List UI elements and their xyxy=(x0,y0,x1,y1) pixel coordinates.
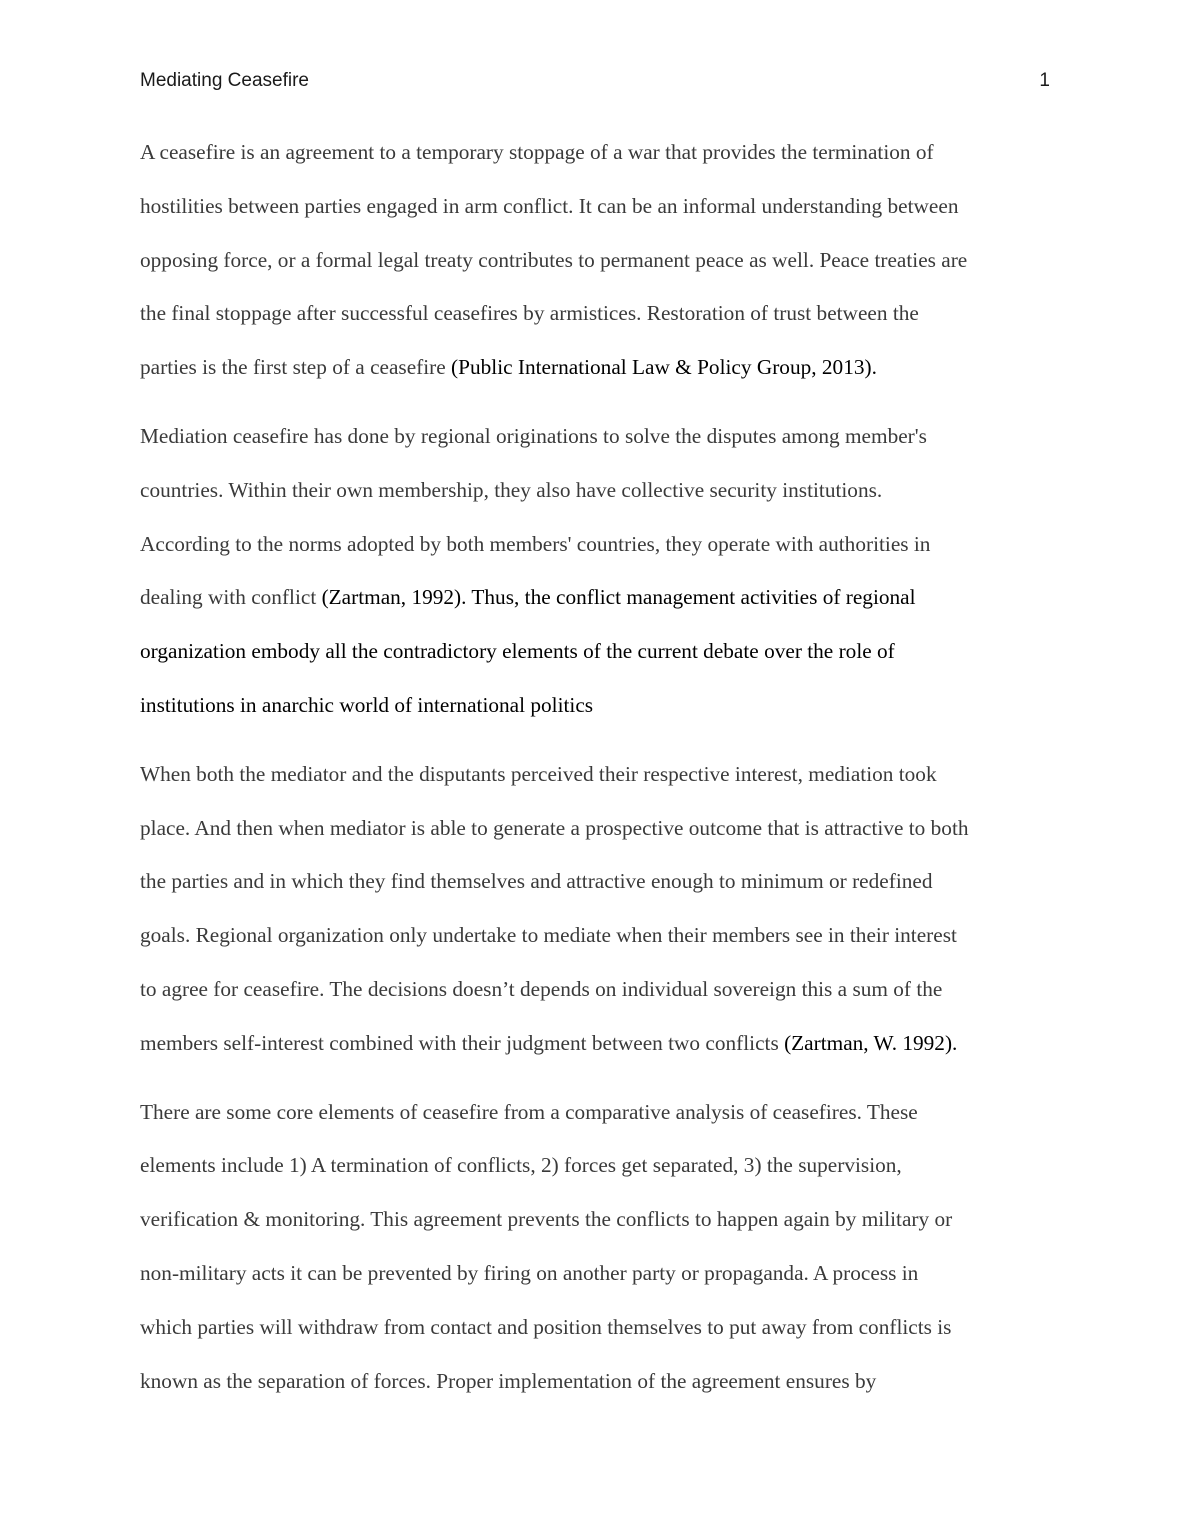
page-number: 1 xyxy=(1039,70,1050,91)
text-line xyxy=(140,1301,1052,1355)
text-line xyxy=(140,410,1052,464)
page-header xyxy=(140,70,1050,98)
line-text: There are some core elements of ceasefire from a comparative analysis of ceasefires. These xyxy=(140,1099,918,1124)
line-text: known as the separation of forces. Proper implementation of the agreement ensures by xyxy=(140,1368,877,1393)
text-line xyxy=(140,518,1052,572)
text-line xyxy=(140,287,1052,341)
text-line xyxy=(140,802,1052,856)
citation: (Zartman, 1992). Thus, the conflict management activities of regional xyxy=(321,585,916,610)
citation: (Zartman, W. 1992). xyxy=(784,1030,958,1055)
text-line xyxy=(140,1086,1052,1140)
text-line xyxy=(140,234,1052,288)
text-line xyxy=(140,1139,1052,1193)
line-text: the final stoppage after successful ceasefires by armistices. Restoration of trust between the xyxy=(140,301,919,326)
line-text: non-military acts it can be prevented by firing on another party or propaganda. A process in xyxy=(140,1260,919,1285)
document-body xyxy=(140,126,1052,1423)
text-line xyxy=(140,1193,1052,1247)
line-text: to agree for ceasefire. The decisions doesn’t depends on individual sovereign this a sum of the xyxy=(140,976,943,1001)
paragraph-3 xyxy=(140,748,1052,1071)
paragraph-2 xyxy=(140,410,1052,733)
line-text: countries. Within their own membership, they also have collective security institutions. xyxy=(140,477,883,502)
text-line xyxy=(140,464,1052,518)
line-text-dark: institutions in anarchic world of international politics xyxy=(140,692,594,717)
line-text: Mediation ceasefire has done by regional originations to solve the disputes among member's xyxy=(140,423,927,448)
text-line xyxy=(140,963,1052,1017)
line-text: the parties and in which they find themselves and attractive enough to minimum or redefined xyxy=(140,869,933,894)
text-line xyxy=(140,679,1052,733)
text-line xyxy=(140,126,1052,180)
line-text: members self-interest combined with their judgment between two conflicts xyxy=(140,1030,785,1055)
line-text: verification & monitoring. This agreement prevents the conflicts to happen again by military or xyxy=(140,1207,953,1232)
text-line xyxy=(140,571,1052,625)
line-text: elements include 1) A termination of conflicts, 2) forces get separated, 3) the supervision, xyxy=(140,1153,902,1178)
text-line xyxy=(140,341,1052,395)
line-text: place. And then when mediator is able to generate a prospective outcome that is attractive to both xyxy=(140,815,969,840)
line-text: hostilities between parties engaged in arm conflict. It can be an informal understanding between xyxy=(140,193,959,218)
line-text: dealing with conflict xyxy=(140,585,322,610)
running-head-title: Mediating Ceasefire xyxy=(140,70,309,91)
line-text: parties is the first step of a ceasefire xyxy=(140,355,452,380)
text-line xyxy=(140,748,1052,802)
text-line xyxy=(140,625,1052,679)
line-text: A ceasefire is an agreement to a temporary stoppage of a war that provides the termination of xyxy=(140,140,934,164)
text-line xyxy=(140,909,1052,963)
citation: (Public International Law & Policy Group, 2013). xyxy=(451,355,877,380)
line-text: opposing force, or a formal legal treaty contributes to permanent peace as well. Peace treaties are xyxy=(140,247,968,272)
text-line xyxy=(140,1355,1052,1409)
line-text: goals. Regional organization only undertake to mediate when their members see in their interest xyxy=(140,923,957,948)
line-text: When both the mediator and the disputants perceived their respective interest, mediation took xyxy=(140,761,937,786)
line-text-dark: organization embody all the contradictory elements of the current debate over the role of xyxy=(140,639,895,664)
text-line xyxy=(140,180,1052,234)
text-line xyxy=(140,855,1052,909)
paragraph-1 xyxy=(140,126,1052,395)
line-text: which parties will withdraw from contact and position themselves to put away from conflicts is xyxy=(140,1314,952,1339)
line-text: According to the norms adopted by both members' countries, they operate with authorities in xyxy=(140,531,931,556)
text-line xyxy=(140,1017,1052,1071)
paragraph-4 xyxy=(140,1086,1052,1409)
text-line xyxy=(140,1247,1052,1301)
